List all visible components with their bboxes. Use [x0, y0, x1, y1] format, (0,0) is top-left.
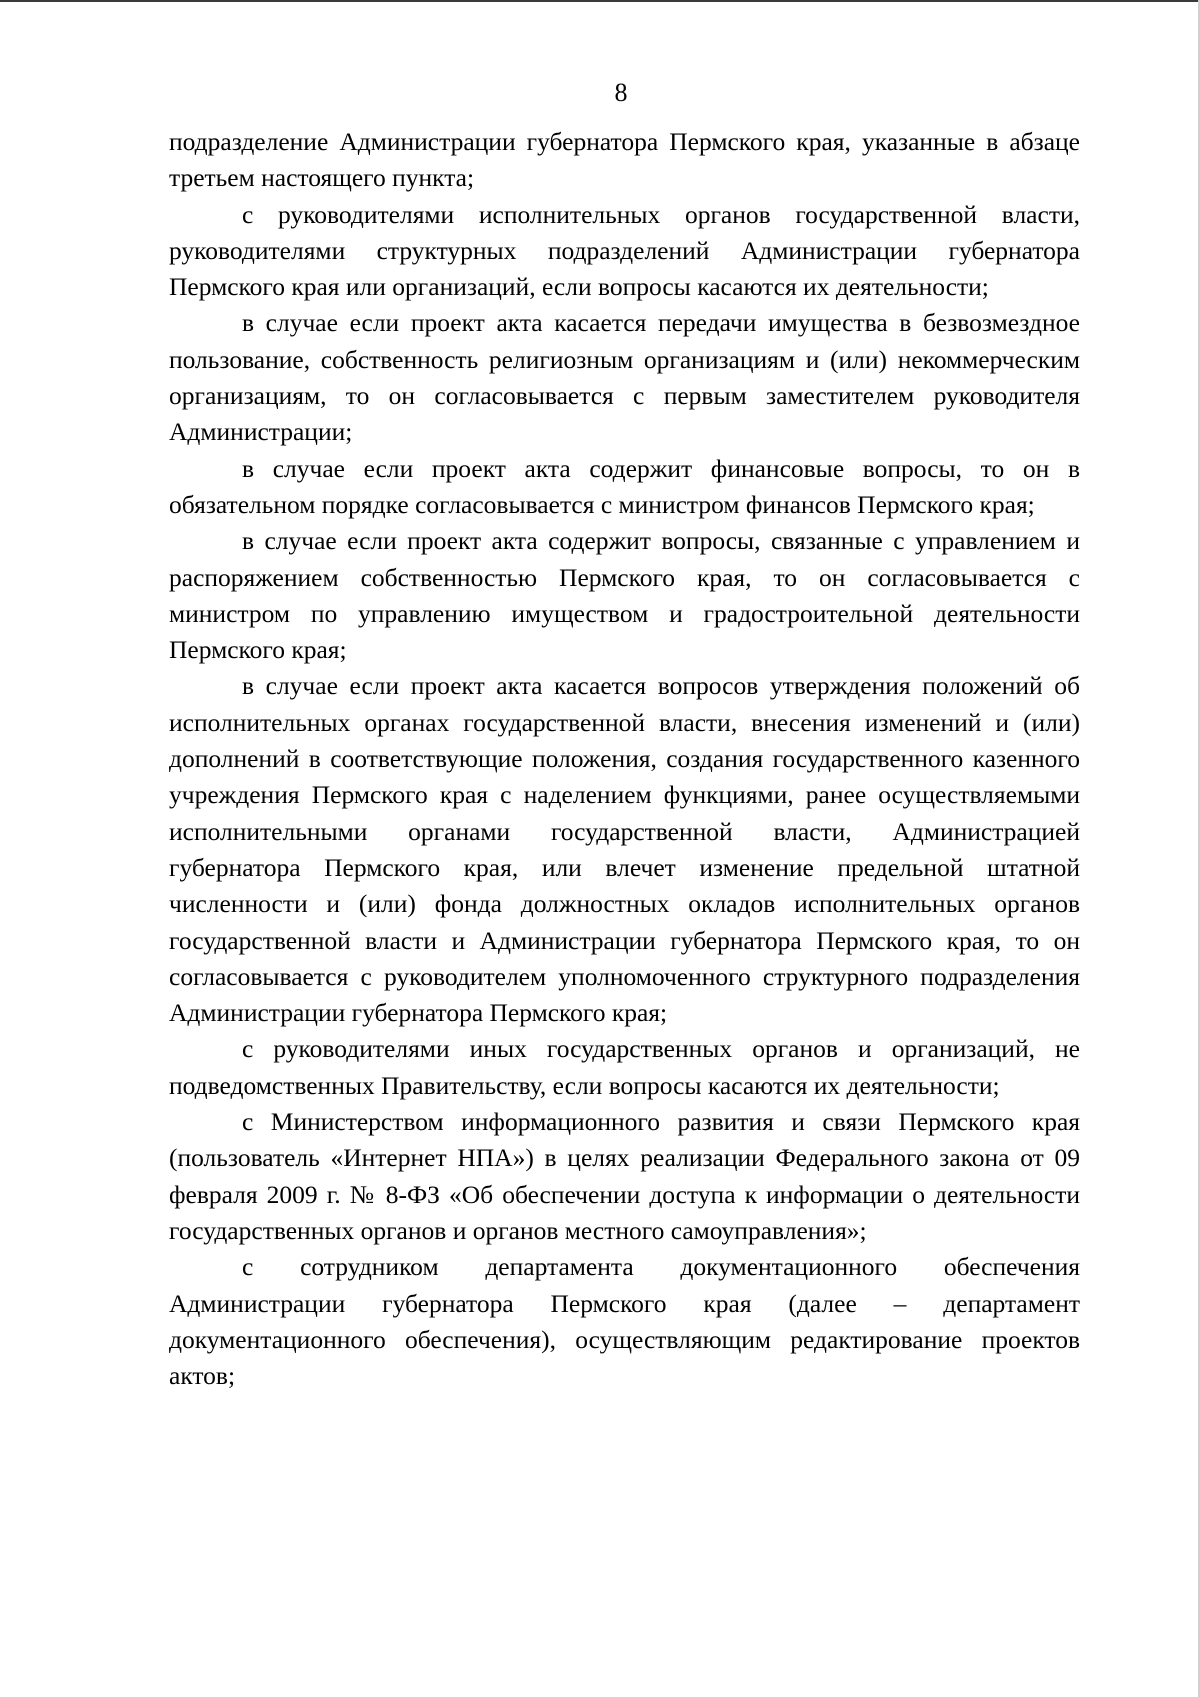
paragraph: с руководителями иных государственных органов и организаций, не подведомственных Правительству, если вопросы касаются их деятельности; — [169, 1034, 1080, 1100]
paragraph: в случае если проект акта касается вопросов утверждения положений об исполнительных органах государственной власти, внесения изменений и (или) дополнений в соответствующие положения, создания государственного казенного учреждения Пермского края с наделением функциями, ранее осуществляемыми исполнительными органами государственной власти, Администрацией губернатора Пермского края, или влечет изменение предельной штатной численности и (или) фонда должностных окладов исполнительных органов государственной власти и Администрации губернатора Пермского края, то он согласовывается с руководителем уполномоченного структурного подразделения Администрации губернатора Пермского края; — [169, 671, 1080, 1028]
paragraph: с Министерством информационного развития и связи Пермского края (пользователь «Интернет НПА») в целях реализации Федерального закона от 09 февраля 2009 г. № 8-ФЗ «Об обеспечении доступа к информации о деятельности государственных органов и органов местного самоуправления»; — [169, 1107, 1080, 1245]
paragraph: в случае если проект акта касается передачи имущества в безвозмездное пользование, собственность религиозным организациям и (или) некоммерческим организациям, то он согласовывается с первым заместителем руководителя Администрации; — [169, 308, 1080, 447]
paragraph: в случае если проект акта содержит вопросы, связанные с управлением и распоряжением собственностью Пермского края, то он согласовывается с министром по управлению имуществом и градостроительной деятельности Пермского края; — [169, 526, 1080, 665]
scan-top-edge — [0, 0, 1200, 2]
paragraph: с сотрудником департамента документационного обеспечения Администрации губернатора Пермского края (далее – департамент документационного обеспечения), осуществляющим редактирование проектов актов; — [169, 1252, 1080, 1391]
paragraph: подразделение Администрации губернатора Пермского края, указанные в абзаце третьем настоящего пункта; — [169, 127, 1080, 193]
paragraph: с руководителями исполнительных органов государственной власти, руководителями структурных подразделений Администрации губернатора Пермского края или организаций, если вопросы касаются их деятельности; — [169, 199, 1080, 302]
page-number: 8 — [614, 78, 628, 107]
document-body — [169, 124, 1080, 1394]
paragraph: в случае если проект акта содержит финансовые вопросы, то он в обязательном порядке согласовывается с министром финансов Пермского края; — [169, 453, 1080, 519]
